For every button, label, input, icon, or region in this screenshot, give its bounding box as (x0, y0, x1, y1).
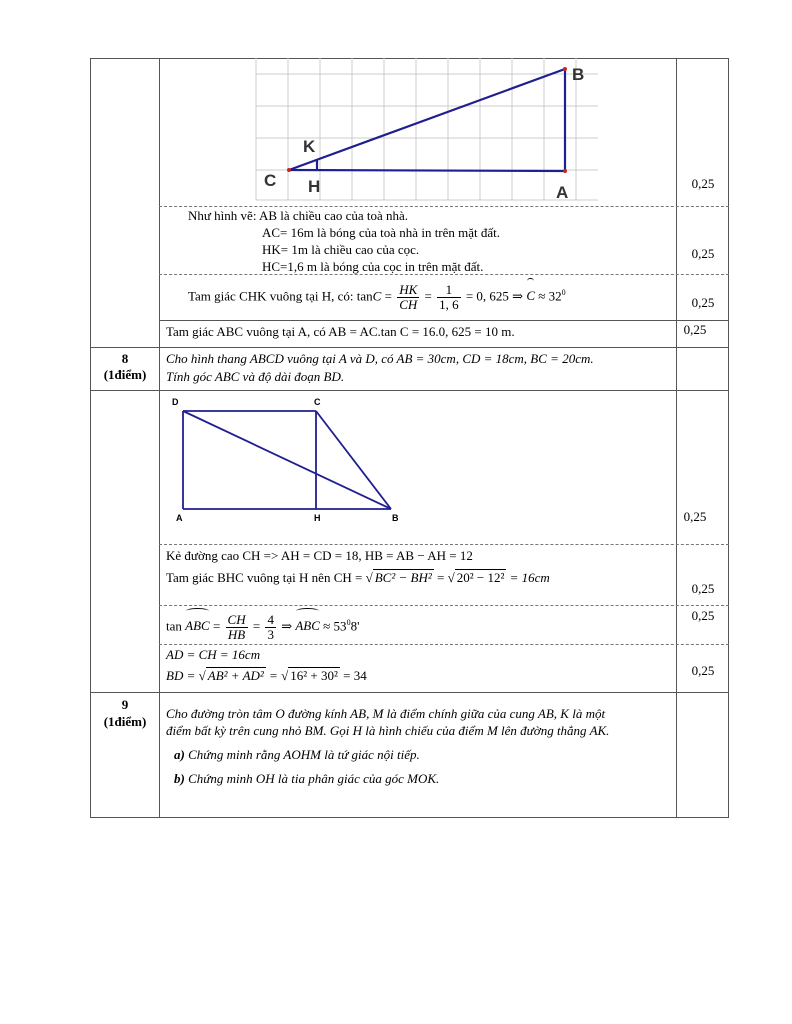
explanation-line-3: HK= 1m là chiều cao của cọc. (262, 242, 420, 257)
label-d: D (172, 397, 179, 407)
question-9-points: (1điểm) (103, 714, 147, 729)
degree-mark: 0 (561, 288, 566, 297)
q8-solution-line-2 (166, 570, 550, 586)
column-divider-1 (159, 58, 160, 818)
line-end: = 16cm (506, 570, 550, 585)
explanation-line-2: AC= 16m là bóng của toà nhà in trên mặt đất. (262, 225, 501, 240)
row-divider (159, 206, 729, 207)
q8-solution-line-1: Kẻ đường cao CH => AH = CD = 18, HB = AB − AH = 12 (166, 548, 473, 563)
score-cell: 0,25 (691, 581, 715, 596)
question-9-part-a (174, 747, 420, 763)
equals: = (209, 618, 224, 634)
segment-ca (289, 170, 565, 171)
sqrt-ab-ad: AB² + AD² (207, 668, 264, 683)
point-a (563, 169, 567, 173)
line-end: = 34 (339, 668, 367, 683)
angle-abc: ABC (185, 611, 210, 641)
diagram-trapezoid (166, 393, 416, 533)
fraction-hk-ch: $\frac{HK}{CH}$ (399, 281, 418, 312)
sqrt-bc-bh: BC² − BH² (374, 570, 432, 585)
abc-height-statement: Tam giác ABC vuông tại A, có AB = AC.tan C = 16.0, 625 = 10 m. (166, 324, 515, 339)
diagram-building-shadow (252, 58, 604, 206)
implies: ⇒ (277, 618, 296, 634)
question-9-number: 9 (121, 697, 129, 712)
label-a: A (176, 513, 183, 523)
part-a-label: a) (174, 747, 185, 762)
sqrt-symbol: √ (198, 668, 206, 683)
row-divider (159, 320, 729, 321)
score-cell: 0,25 (691, 246, 715, 261)
minute-value: 8' (350, 618, 360, 634)
question-9-part-b (174, 771, 439, 787)
segment-cb (289, 69, 565, 170)
angle-c: C (526, 281, 535, 311)
sqrt-symbol: √ (365, 570, 373, 585)
row-divider (159, 605, 729, 606)
label-b: B (392, 513, 399, 523)
part-a-text: Chứng minh rằng AOHM là tứ giác nội tiếp. (184, 747, 420, 762)
question-8-line-2: Tính góc ABC và độ dài đoạn BD. (166, 369, 345, 384)
q8-tan-abc (166, 608, 359, 642)
approx-value: ≈ 32 (535, 288, 562, 304)
question-8-points: (1điểm) (103, 367, 147, 382)
tan-c-equation (188, 278, 566, 312)
question-8-number: 8 (121, 351, 129, 366)
sqrt-16-30: 16² + 30² (290, 668, 338, 683)
equals: = (381, 288, 396, 304)
equation-result: = 0, 625 ⇒ (462, 288, 527, 304)
equals: = (249, 618, 264, 634)
part-b-text: Chứng minh OH là tia phân giác của góc MOK. (184, 771, 440, 786)
tan-prefix: tan (166, 618, 186, 634)
fraction-ch-hb: $\frac{CH}{HB}$ (227, 611, 246, 642)
row-divider (159, 644, 729, 645)
sqrt-20-12: 20² − 12² (456, 570, 505, 585)
var-c: C (372, 288, 382, 304)
equals: = (433, 570, 448, 585)
q8-bd (166, 668, 367, 684)
explanation-line-1: Như hình vẽ: AB là chiều cao của toà nhà. (188, 208, 409, 223)
column-divider-2 (676, 58, 677, 818)
question-8-line-1: Cho hình thang ABCD vuông tại A và D, có AB = 30cm, CD = 18cm, BC = 20cm. (166, 351, 594, 366)
row-divider (90, 347, 729, 348)
score-cell: 0,25 (691, 176, 715, 191)
equals: = (421, 288, 436, 304)
label-b: B (572, 65, 585, 84)
row-divider (90, 390, 729, 391)
point-b (563, 67, 567, 71)
sqrt-symbol: √ (281, 668, 289, 683)
row-divider (159, 544, 729, 545)
score-cell: 0,25 (691, 295, 715, 310)
line-prefix: Tam giác BHC vuông tại H nên CH = (166, 570, 366, 585)
label-a: A (556, 183, 569, 202)
point-c (287, 168, 291, 172)
score-cell: 0,25 (691, 663, 715, 678)
score-cell: 0,25 (683, 509, 707, 524)
question-9-line-2: điểm bất kỳ trên cung nhỏ BM. Gọi H là hình chiếu của điểm M lên đường thẳng AK. (166, 723, 610, 738)
segment-db (183, 411, 391, 509)
q8-ad-ch: AD = CH = 16cm (166, 647, 261, 662)
part-b-label: b) (174, 771, 185, 786)
equals: = (265, 668, 282, 683)
score-cell: 0,25 (691, 608, 715, 623)
label-h: H (308, 177, 321, 196)
question-9-line-1: Cho đường tròn tâm O đường kính AB, M là điểm chính giữa của cung AB, K là một (166, 706, 606, 721)
sqrt-symbol: √ (447, 570, 455, 585)
segment-cb (316, 411, 391, 509)
label-k: K (303, 137, 316, 156)
line-prefix: BD = (166, 668, 199, 683)
explanation-line-4: HC=1,6 m là bóng của cọc in trên mặt đất. (262, 259, 484, 274)
label-c: C (264, 171, 277, 190)
label-c: C (314, 397, 321, 407)
fraction-1-1-6: $\frac{1}{1, 6}$ (439, 281, 459, 312)
angle-abc: ABC (295, 611, 320, 641)
approx-value: ≈ 53 (319, 618, 347, 634)
row-divider (90, 692, 729, 693)
degree-mark: 0 (346, 618, 351, 627)
label-h: H (314, 513, 321, 523)
score-cell: 0,25 (683, 322, 707, 337)
equation-prefix: Tam giác CHK vuông tại H, có: tan (188, 288, 373, 304)
fraction-4-3: $\frac{4}{3}$ (267, 611, 274, 642)
